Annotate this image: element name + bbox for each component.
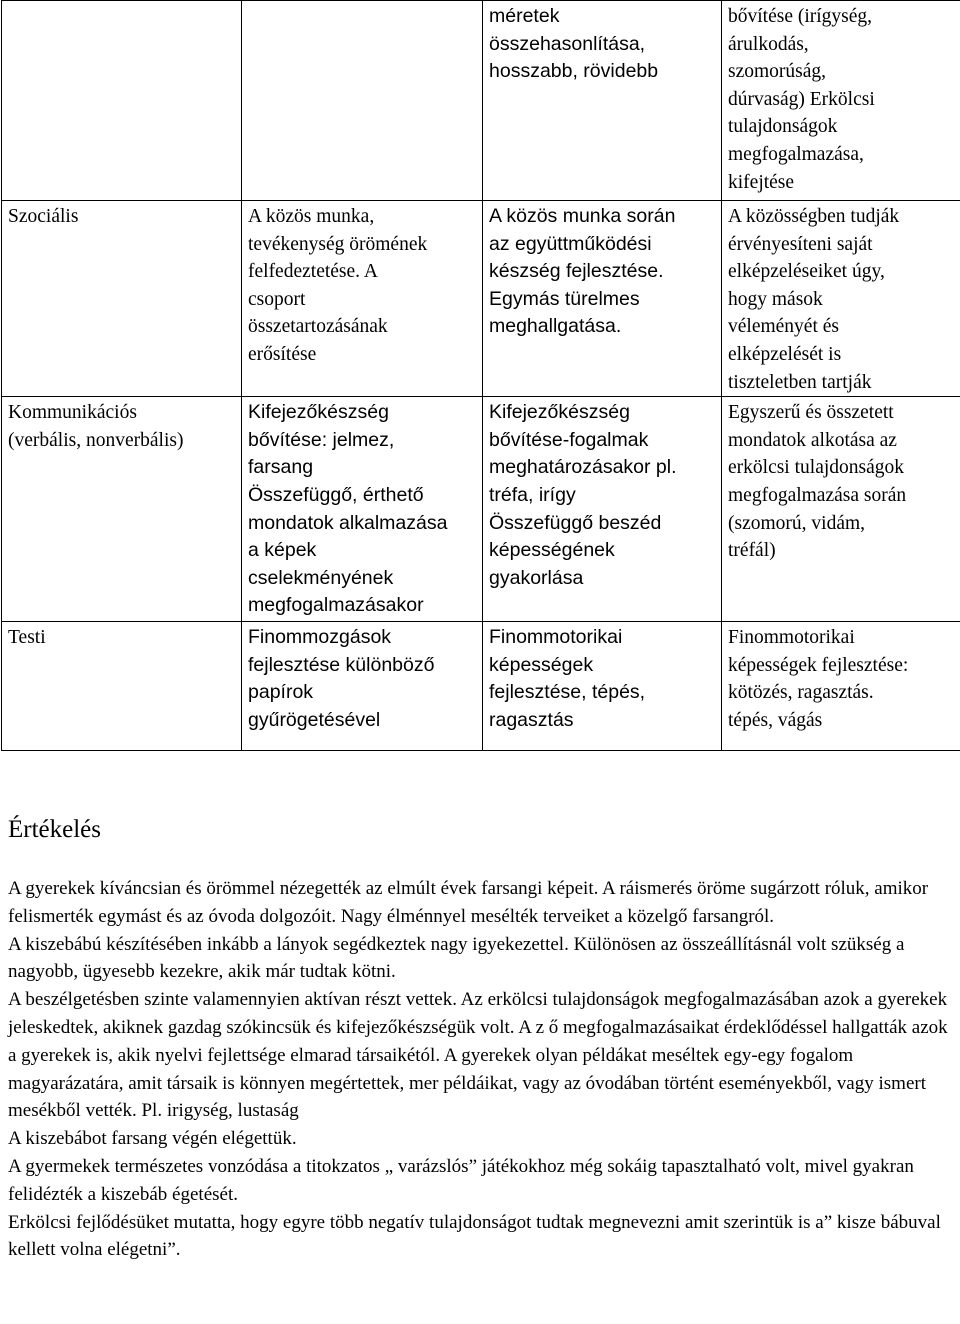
activity-plan-table — [1, 0, 960, 751]
evaluation-paragraph: A kiszebábot farsang végén elégettük. — [8, 1128, 297, 1150]
evaluation-paragraph: A beszélgetésben szinte valamennyien aktívan részt vettek. Az erkölcsi tulajdonságok megfogalmazásában azok a gyerekek jeleskedtek, akiknek gazdag szókincsük és kifejezőkészségük volt. A z ő megfogalmazásaikat érdeklődéssel hallgatták azok a gyerekek is, akik nyelvi fejlettsége elmarad társaikétól. A gyerekek olyan példákat meséltek egy-egy fogalom magyarázatára, amit társaik is könnyen megértettek, mer példáikat, vagy az óvodában történt eseményekből, vagy ismert mesékből vették. Pl. irigység, lustaság — [8, 989, 948, 1122]
evaluation-heading: Értékelés — [8, 816, 102, 843]
table-cell: Kifejezőkészség bővítése-fogalmak meghatározásakor pl. tréfa, irígy Összefüggő beszéd képességének gyakorlása — [483, 397, 722, 622]
area-label-physical: Testi — [2, 622, 242, 751]
evaluation-body — [8, 875, 954, 1264]
evaluation-paragraph: A kiszebábú készítésében inkább a lányok segédkeztek nagy igyekezettel. Különösen az összeállításnál volt szükség a nagyobb, ügyesebb kezekre, akik már tudtak kötni. — [8, 933, 905, 983]
table-row — [2, 1, 960, 201]
evaluation-paragraph: A gyerekek kíváncsian és örömmel nézegették az elmúlt évek farsangi képeit. A ráismerés öröme sugárzott róluk, amikor felismerték egymást és az óvoda dolgozóit. Nagy élménnyel mesélték terveiket a közelgő farsangról. — [8, 878, 929, 927]
table-cell: Egyszerű és összetett mondatok alkotása az erkölcsi tulajdonságok megfogalmazása során (szomorú, vidám, tréfál) — [722, 397, 960, 622]
evaluation-paragraph: A gyermekek természetes vonzódása a titokzatos „ varázslós” játékokhoz még sokáig tapasztalható volt, mivel gyakran felidézték a kiszebáb égetését. — [8, 1155, 914, 1205]
table-cell: Finommozgások fejlesztése különböző papírok gyűrögetésével — [242, 622, 483, 751]
table-row — [2, 201, 960, 397]
table-cell: A közösségben tudják érvényesíteni saját elképzeléseiket úgy, hogy mások véleményét és elképzelését is tiszteletben tartják — [722, 201, 960, 397]
table-row — [2, 622, 960, 751]
evaluation-paragraph: Erkölcsi fejlődésüket mutatta, hogy egyre több negatív tulajdonságot tudtak megnevezni amit szerintük is a” kisze bábuval kellett volna elégetni”. — [8, 1211, 941, 1261]
table-cell: bővítése (irígység, árulkodás, szomorúság, dúrvaság) Erkölcsi tulajdonságok megfogalmazása, kifejtése — [722, 1, 960, 201]
table-cell — [2, 1, 242, 201]
table-cell: A közös munka során az együttműködési készség fejlesztése. Egymás türelmes meghallgatása. — [483, 201, 722, 397]
table-cell — [242, 1, 483, 201]
area-label-social: Szociális — [2, 201, 242, 397]
table-cell: A közös munka, tevékenység örömének felfedeztetése. A csoport összetartozásának erősítése — [242, 201, 483, 397]
table-cell: Kifejezőkészség bővítése: jelmez, farsang Összefüggő, érthető mondatok alkalmazása a képek cselekményének megfogalmazásakor — [242, 397, 483, 622]
table-cell: Finommotorikai képességek fejlesztése: kötözés, ragasztás. tépés, vágás — [722, 622, 960, 751]
table-cell: Finommotorikai képességek fejlesztése, tépés, ragasztás — [483, 622, 722, 751]
table-row — [2, 397, 960, 622]
table-cell: méretek összehasonlítása, hosszabb, rövidebb — [483, 1, 722, 201]
area-label-communication: Kommunikációs (verbális, nonverbális) — [2, 397, 242, 622]
